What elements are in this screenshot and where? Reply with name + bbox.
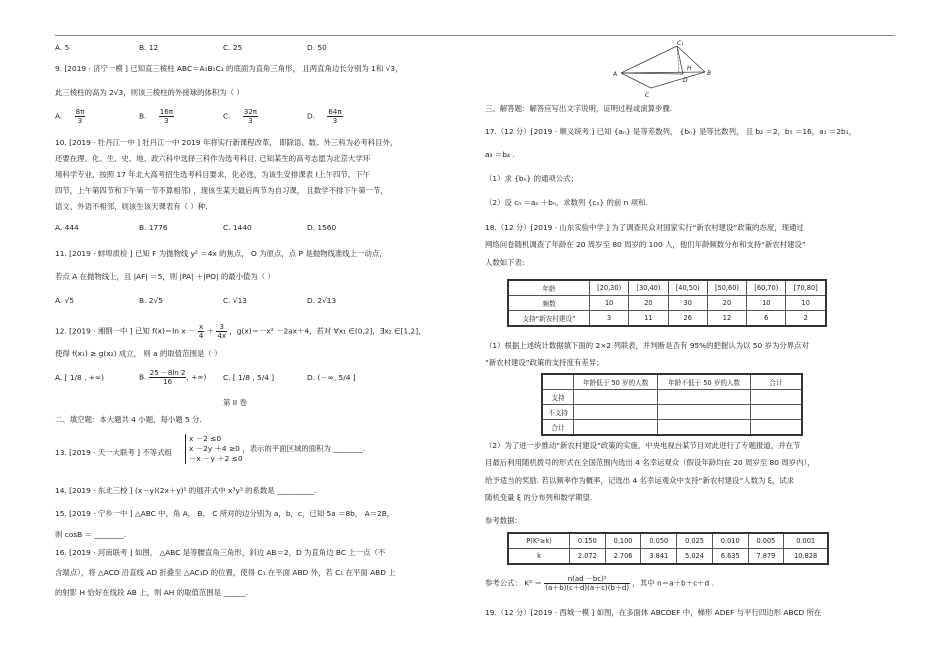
table-cell: 12 [707, 311, 746, 327]
formula-denominator: (a＋b)(c＋d)(a＋c)(b＋d) [545, 584, 630, 592]
q17-sub-1: （1）求 {bₙ} 的通项公式； [485, 174, 578, 183]
q12-option-c: C. [ 1/8 , 5/4 ] [223, 373, 275, 382]
label-a: A [613, 71, 618, 78]
table-cell: 合计 [751, 374, 803, 390]
table-cell: [40,50) [668, 280, 707, 296]
q18-sub1-line-2: “新农村建设”政策的支持度有差异； [485, 358, 604, 367]
q17-line-1: 17.（12 分）[2019 · 顺义统考 ] 已知 {aₙ} 是等差数列， {bₙ} 是等比数列， 且 b₂ ＝2，b₅ ＝16，a₁ ＝2b₁， [485, 127, 857, 136]
q9-option-c-den: 3 [248, 117, 253, 125]
label-h: H [687, 65, 692, 72]
table-cell [574, 405, 658, 420]
q17-sub-2: （2）设 cₙ ＝aₙ ＋bₙ，求数列 {cₙ} 的前 n 项和. [485, 198, 648, 207]
q12-frac2-den: 4x [217, 332, 227, 340]
table-cell: 0.050 [641, 533, 677, 549]
q14-line: 14. [2019 · 东北三校 ] (x－y)(2x＋y)⁵ 的展开式中 x³y³ 的系数是 __________. [55, 486, 317, 495]
table-cell: 0.010 [712, 533, 748, 549]
formula-tail: ，其中 n＝a＋b＋c＋d . [632, 578, 714, 588]
q18-line-2: 网络问卷随机调查了年龄在 20 周岁至 80 周岁的 100 人，他们年龄频数分布和支持“新农村建设” [485, 240, 806, 249]
q18-line-1: 18.（12 分）[2019 · 山东实验中学 ] 为了调查民众对国家实行“新农村建设”政策的态度，现通过 [485, 223, 804, 232]
q9-option-a-num: 8π [75, 108, 85, 116]
table-cell: 10 [786, 296, 826, 311]
table-cell: 3.841 [641, 549, 677, 565]
table-row [542, 390, 802, 405]
q9-option-b-num: 16π [159, 108, 173, 116]
q9-option-c-label: C. [223, 111, 231, 121]
table-row [542, 420, 802, 436]
table-cell: [60,70) [747, 280, 786, 296]
q15-line-1: 15. [2019 · 宁乡一中 ] △ABC 中，角 A， B， C 所对的边分别为 a，b，c，已知 5a ＝8b， A＝2B， [55, 509, 395, 518]
table-cell: [30,40) [629, 280, 668, 296]
q12-option-b [139, 369, 206, 386]
q18-sub1-line-1: （1）根据上述统计数据填下面的 2×2 列联表，并判断是否有 95%的把握认为以 50 岁为分界点对 [485, 341, 809, 350]
q12-line-1 [55, 323, 425, 340]
formula-numerator: n(ad －bc)² [544, 575, 630, 584]
answer-heading: 三、解答题：解答应写出文字说明，证明过程或演算步骤. [485, 104, 673, 113]
q18-sub2-line-3: 给予适当的奖励. 若以频率作为概率，记选出 4 名幸运观众中支持“新农村建设”人数为 ξ，试求 [485, 476, 795, 485]
table-cell: 2.706 [605, 549, 641, 565]
q9-option-d-label: D. [307, 111, 316, 121]
q9-option-d-den: 3 [332, 117, 338, 125]
fill-in-heading: 二、填空题：本大题共 4 小题，每小题 5 分. [55, 415, 202, 424]
table-cell [751, 390, 803, 405]
table-cell [658, 405, 751, 420]
table-cell: 20 [707, 296, 746, 311]
label-c: C [645, 92, 650, 99]
q10-option-a: A. 444 [55, 223, 79, 232]
table-cell: 0.001 [784, 533, 828, 549]
q9-line-2: 此三棱柱的高为 2√3，则该三棱柱的外接球的体积为（ ） [55, 88, 244, 97]
q11-option-b: B. 2√5 [139, 296, 163, 305]
formula-lead: 参考公式： K² ＝ [485, 578, 542, 588]
q8-option-a: A. 5 [55, 43, 70, 52]
q8-option-d: D. 50 [307, 43, 327, 52]
q11-option-d: D. 2√13 [307, 296, 337, 305]
reference-data-heading: 参考数据: [485, 516, 518, 525]
table-cell [751, 420, 803, 436]
table-cell: 0.005 [748, 533, 784, 549]
q10-line-5: 语文、外语不相邻，则该生该天课表有（ ）种. [55, 202, 208, 211]
table-cell: [20,30) [590, 280, 629, 296]
q18-sub2-line-2: 目最后利用随机拨号的形式在全国范围内选出 4 名幸运观众（假设年龄均在 20 周岁至 80 周岁内）， [485, 458, 815, 467]
table-cell [574, 390, 658, 405]
q9-option-a-den: 3 [77, 117, 83, 125]
table-cell: 年龄低于 50 岁的人数 [574, 374, 658, 390]
q19-line-1: 19.（12 分）[2019 · 西城一模 ] 如图，在多面体 ABCDEF 中，梯形 ADEF 与平行四边形 ABCD 所在 [485, 608, 822, 617]
q16-line-1: 16. [2019 · 河南联考 ] 如图， △ABC 是等腰直角三角形，斜边 AB＝2，D 为直角边 BC 上一点（不 [55, 548, 386, 557]
q10-option-d: D. 1560 [307, 223, 337, 232]
q10-line-4: 四节，上午第四节和下午第一节不算相邻) ，现该生某天最后两节为自习课， 且数学不排下午第一节， [55, 186, 388, 195]
q16-line-3: 的射影 H 恰好在线段 AB 上，则 AH 的取值范围是 ______. [55, 588, 248, 597]
q9-option-d-num: 64π [328, 108, 342, 116]
table-row [508, 280, 826, 296]
q12-line-1-b: ＋ [206, 326, 215, 336]
q9-option-b-den: 3 [164, 117, 169, 125]
q10-line-2: 还要在理、化、生、史、地、政六科中选择三科作为选考科目. 已知某生的高考志愿为北京大学环 [55, 154, 371, 163]
q12-frac2-num: 3 [216, 323, 227, 332]
q8-option-b: B. 12 [139, 43, 159, 52]
q12-option-b-label: B. [139, 372, 147, 382]
table-row [542, 374, 802, 390]
q9-option-c [223, 108, 258, 125]
q12-frac1-den: 4 [198, 332, 204, 340]
table-row [508, 296, 826, 311]
edge-a-c [621, 73, 651, 88]
table-cell: 30 [668, 296, 707, 311]
table-cell: 0.150 [570, 533, 606, 549]
table-cell: 2.072 [570, 549, 606, 565]
table-cell: 5.024 [677, 549, 713, 565]
q13-lead: 13. [2019 · 天一大联考 ] 不等式组 [55, 448, 172, 457]
q9-line-1: 9. [2019 · 济宁一模 ] 已知直三棱柱 ABC＝A₁B₁C₁ 的底面为直角三角形， 且两直角边长分别为 1和 √3， [55, 64, 403, 73]
q12-option-d: D. (－∞, 5/4 ] [307, 373, 356, 382]
table-cell: 支持 [542, 390, 574, 405]
reference-formula [485, 575, 714, 592]
age-frequency-table [507, 279, 827, 327]
table-cell: 11 [629, 311, 668, 327]
table-cell: 10 [590, 296, 629, 311]
q11-line-2: 若点 A 在抛物线上，且 |AF| ＝5，则 |PA| ＋|PO| 的最小值为（ ） [55, 272, 275, 281]
edge-a-d [621, 73, 683, 74]
table-cell [658, 390, 751, 405]
q13-ineq-1: x －2 ≤0 [189, 434, 222, 443]
q17-line-2: a₃ ＝b₄ . [485, 150, 515, 159]
q15-line-2: 则 cosB ＝ ________. [55, 530, 127, 539]
q12-line-1-a: 12. [2019 · 湘钢一中 ] 已知 f(x)＝ln x － [55, 326, 196, 336]
q12-line-2: 使得 f(x₁) ≥ g(x₂) 成立， 则 a 的取值范围是（ ） [55, 349, 222, 358]
table-cell: 3 [590, 311, 629, 327]
table-cell: [70,80] [786, 280, 826, 296]
q18-sub2-line-4: 随机变量 ξ 的分布列和数学期望. [485, 493, 593, 502]
edge-c-b [651, 72, 705, 88]
table-cell [658, 420, 751, 436]
q9-option-b [139, 108, 174, 125]
table-cell: 支持“新农村建设” [508, 311, 590, 327]
q9-option-d [307, 108, 343, 125]
table-cell: 合计 [542, 420, 574, 436]
q18-line-3: 人数如下表： [485, 258, 530, 267]
q12-frac1-num: x [198, 323, 204, 331]
label-c1: C₁ [677, 40, 684, 47]
q11-line-1: 11. [2019 · 蚌埠质检 ] 已知 F 为抛物线 y² ＝4x 的焦点， O 为原点，点 P 是抛物线准线上一动点， [55, 249, 387, 258]
q10-line-3: 境科学专业，按照 17 年北大高考招生选考科目要求，化必选，为该生安排课表 (上午四节、下午 [55, 170, 370, 179]
contingency-table [541, 373, 803, 436]
table-cell: 0.025 [677, 533, 713, 549]
table-cell: 10.828 [784, 549, 828, 565]
q11-option-a: A. √5 [55, 296, 75, 305]
table-cell: 不支持 [542, 405, 574, 420]
q12-option-b-num: 25 －8ln 2 [149, 369, 186, 377]
q12-option-a: A. [ 1/8 , +∞) [55, 373, 105, 382]
q10-line-1: 10. [2019 · 牡丹江一中 ] 牡丹江一中 2019 年将实行新课程改革， 即除语、数、外三科为必考科目外， [55, 138, 398, 147]
table-cell: k [508, 549, 570, 565]
q9-option-a [55, 108, 85, 125]
table-cell [574, 420, 658, 436]
table-cell: 7.879 [748, 549, 784, 565]
table-cell [542, 374, 574, 390]
edge-a-c1 [621, 46, 677, 73]
q10-option-b: B. 1776 [139, 223, 168, 232]
q13-ineq-3: －x －y ＋2 ≤0 [189, 454, 243, 463]
triangle-figure [613, 40, 723, 100]
q16-line-2: 含端点），将 △ACD 沿直线 AD 折叠至 △AC₁D 的位置，使得 C₁ 在平面 ABD 外，若 C₁ 在平面 ABD 上 [55, 568, 396, 577]
table-cell: 6.635 [712, 549, 748, 565]
table-cell: 频数 [508, 296, 590, 311]
q18-sub2-line-1: （2）为了进一步推动“新农村建设”政策的实施，中央电视台某节目对此进行了专题报道，并在节 [485, 441, 801, 450]
label-d: D [683, 77, 688, 84]
q9-option-c-num: 32π [243, 108, 257, 116]
table-cell: 年龄不低于 50 岁的人数 [658, 374, 751, 390]
label-b: B [707, 70, 712, 77]
table-cell: 0.100 [605, 533, 641, 549]
table-row [508, 311, 826, 327]
q13-inequality-system [185, 434, 365, 464]
table-row [508, 533, 828, 549]
header-rule [55, 35, 895, 36]
table-cell: 20 [629, 296, 668, 311]
table-cell: 26 [668, 311, 707, 327]
q12-option-b-den: 16 [163, 378, 173, 386]
q11-option-c: C. √13 [223, 296, 247, 305]
q9-option-a-label: A. [55, 111, 63, 121]
q12-line-1-c: ，g(x)＝－x² －2ax＋4，若对 ∀x₁ ∈(0,2]，∃x₂ ∈[1,2]， [229, 326, 426, 336]
q9-option-b-label: B. [139, 111, 147, 121]
table-cell: P(K²≥k) [508, 533, 570, 549]
table-row [542, 405, 802, 420]
q10-option-c: C. 1440 [223, 223, 252, 232]
section-2-heading: 第 II 卷 [223, 398, 247, 407]
table-cell: 6 [747, 311, 786, 327]
table-cell [751, 405, 803, 420]
q8-option-c: C. 25 [223, 43, 243, 52]
critical-value-table [507, 532, 829, 565]
table-row [508, 549, 828, 565]
table-cell: 10 [747, 296, 786, 311]
q13-ineq-2: x －2y ＋4 ≥0 ，表示的平面区域的面积为 ________. [189, 444, 366, 453]
table-cell: 年龄 [508, 280, 590, 296]
q12-option-b-tail: , +∞) [186, 372, 207, 382]
table-cell: [50,60) [707, 280, 746, 296]
table-cell: 2 [786, 311, 826, 327]
